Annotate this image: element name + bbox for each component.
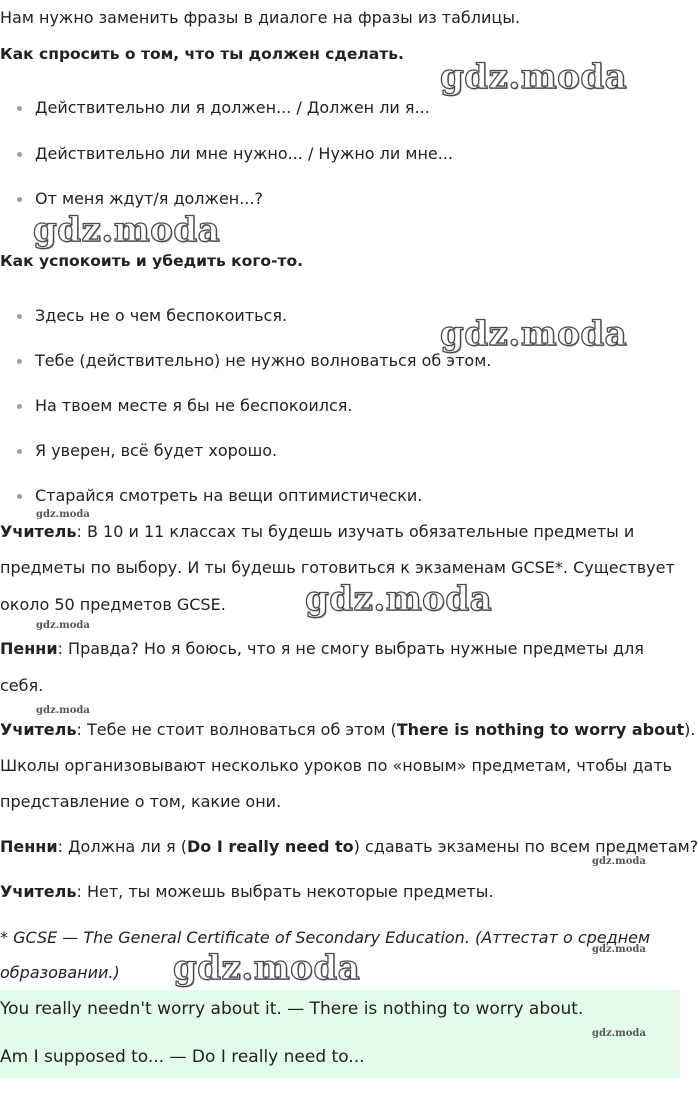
- list-item: Действительно ли я должен... / Должен ли я...: [35, 98, 430, 117]
- watermark-logo: gdz.moda: [440, 314, 628, 354]
- bullet-icon: [17, 152, 22, 157]
- watermark-small: gdz.moda: [36, 705, 90, 716]
- line-text: ).: [684, 720, 696, 739]
- dialogue-line: предметы по выбору. И ты будешь готовиться к экзаменам GCSE*. Существует: [0, 558, 675, 577]
- section-heading-ask: Как спросить о том, что ты должен сделать.: [0, 45, 404, 63]
- watermark-small: gdz.moda: [592, 1028, 646, 1039]
- answer-line: You really needn't worry about it. — There is nothing to worry about.: [0, 999, 584, 1019]
- list-item: Действительно ли мне нужно... / Нужно ли мне...: [35, 144, 454, 163]
- watermark-small: gdz.moda: [36, 620, 90, 631]
- bullet-icon: [17, 106, 22, 111]
- watermark-small: gdz.moda: [592, 856, 646, 867]
- bullet-icon: [17, 449, 22, 454]
- list-item: Тебе (действительно) не нужно волноваться об этом.: [35, 351, 492, 370]
- line-text: Правда? Но я боюсь, что я не смогу выбрать нужные предметы для: [62, 639, 644, 658]
- line-text: Нет, ты можешь выбрать некоторые предметы.: [81, 882, 494, 901]
- speaker-penny: Пенни: [0, 837, 58, 856]
- bullet-icon: [17, 404, 22, 409]
- dialogue-teacher-3: [0, 882, 493, 901]
- bullet-icon: [17, 359, 22, 364]
- speaker-teacher: Учитель: [0, 882, 77, 901]
- colon: :: [76, 720, 82, 739]
- list-item: Старайся смотреть на вещи оптимистически.: [35, 486, 423, 505]
- watermark-logo: gdz.moda: [305, 579, 493, 619]
- line-text: Тебе не стоит волноваться об этом (: [81, 720, 397, 739]
- list-item: Здесь не о чем беспокоиться.: [35, 306, 288, 325]
- dialogue-line: Школы организовывают несколько уроков по «новым» предметам, чтобы дать: [0, 756, 673, 775]
- footnote-line: образовании.): [0, 963, 120, 982]
- watermark-small: gdz.moda: [36, 509, 90, 520]
- list-item: От меня ждут/я должен...?: [35, 189, 263, 208]
- bullet-icon: [17, 314, 22, 319]
- list-item: На твоем месте я бы не беспокоился.: [35, 396, 353, 415]
- colon: :: [57, 837, 63, 856]
- line-text: ) сдавать экзамены по всем предметам?: [353, 837, 698, 856]
- highlighted-phrase: There is nothing to worry about: [396, 720, 685, 739]
- colon: :: [76, 882, 82, 901]
- watermark-logo: gdz.moda: [440, 57, 628, 97]
- line-text: Должна ли я (: [62, 837, 187, 856]
- dialogue-penny-2: [0, 837, 698, 856]
- dialogue-line: себя.: [0, 676, 44, 695]
- line-text: В 10 и 11 классах ты будешь изучать обязательные предметы и: [81, 522, 635, 541]
- dialogue-line: около 50 предметов GCSE.: [0, 595, 226, 614]
- dialogue-penny-1: [0, 639, 644, 658]
- bullet-icon: [17, 197, 22, 202]
- dialogue-line: представление о том, какие они.: [0, 792, 282, 811]
- colon: :: [76, 522, 82, 541]
- highlighted-phrase: Do I really need to: [186, 837, 354, 856]
- dialogue-teacher-1: [0, 522, 634, 541]
- intro-text: Нам нужно заменить фразы в диалоге на фразы из таблицы.: [0, 8, 521, 27]
- speaker-teacher: Учитель: [0, 522, 77, 541]
- footnote-line: * GCSE — The General Certificate of Secondary Education. (Аттестат о среднем: [0, 928, 651, 947]
- watermark-logo: gdz.moda: [173, 948, 361, 988]
- answer-line: Am I supposed to... — Do I really need to...: [0, 1047, 365, 1067]
- speaker-teacher: Учитель: [0, 720, 77, 739]
- list-item: Я уверен, всё будет хорошо.: [35, 441, 278, 460]
- colon: :: [57, 639, 63, 658]
- bullet-icon: [17, 494, 22, 499]
- dialogue-teacher-2: [0, 720, 695, 739]
- watermark-small: gdz.moda: [592, 944, 646, 955]
- speaker-penny: Пенни: [0, 639, 58, 658]
- watermark-logo: gdz.moda: [33, 210, 221, 250]
- section-heading-reassure: Как успокоить и убедить кого-то.: [0, 252, 304, 270]
